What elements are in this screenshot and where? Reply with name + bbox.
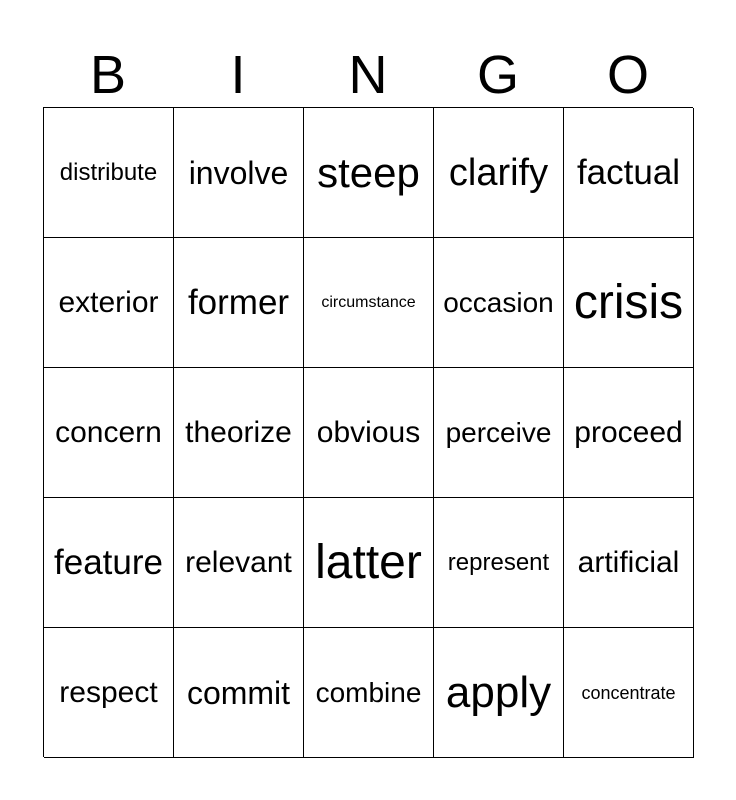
bingo-header: [43, 42, 693, 108]
bingo-cell-r1c4[interactable]: clarify: [434, 108, 564, 238]
bingo-cell-r3c2[interactable]: theorize: [174, 368, 304, 498]
bingo-cell-r1c3[interactable]: steep: [304, 108, 434, 238]
bingo-cell-r4c2[interactable]: relevant: [174, 498, 304, 628]
bingo-cell-r5c3[interactable]: combine: [304, 628, 434, 758]
bingo-cell-r2c2[interactable]: former: [174, 238, 304, 368]
bingo-cell-r3c5[interactable]: proceed: [564, 368, 694, 498]
header-letter-o: O: [606, 45, 649, 105]
bingo-cell-r1c2[interactable]: involve: [174, 108, 304, 238]
header-letter-i: I: [230, 45, 246, 105]
bingo-cell-r5c5[interactable]: concentrate: [564, 628, 694, 758]
bingo-cell-r1c5[interactable]: factual: [564, 108, 694, 238]
bingo-cell-r5c1[interactable]: respect: [44, 628, 174, 758]
bingo-cell-r1c1[interactable]: distribute: [44, 108, 174, 238]
bingo-cell-r4c5[interactable]: artificial: [564, 498, 694, 628]
header-letter-g: G: [476, 45, 519, 105]
bingo-cell-r3c4[interactable]: perceive: [434, 368, 564, 498]
bingo-cell-r4c1[interactable]: feature: [44, 498, 174, 628]
bingo-cell-r4c3[interactable]: latter: [304, 498, 434, 628]
bingo-cell-r5c2[interactable]: commit: [174, 628, 304, 758]
bingo-cell-r2c5[interactable]: crisis: [564, 238, 694, 368]
bingo-cell-r5c4[interactable]: apply: [434, 628, 564, 758]
bingo-cell-r2c4[interactable]: occasion: [434, 238, 564, 368]
bingo-board: [43, 107, 693, 757]
bingo-cell-r3c1[interactable]: concern: [44, 368, 174, 498]
bingo-cell-r4c4[interactable]: represent: [434, 498, 564, 628]
bingo-cell-r3c3[interactable]: obvious: [304, 368, 434, 498]
header-letter-n: N: [348, 45, 388, 105]
bingo-cell-r2c3[interactable]: circumstance: [304, 238, 434, 368]
bingo-cell-r2c1[interactable]: exterior: [44, 238, 174, 368]
header-letter-b: B: [89, 45, 127, 105]
